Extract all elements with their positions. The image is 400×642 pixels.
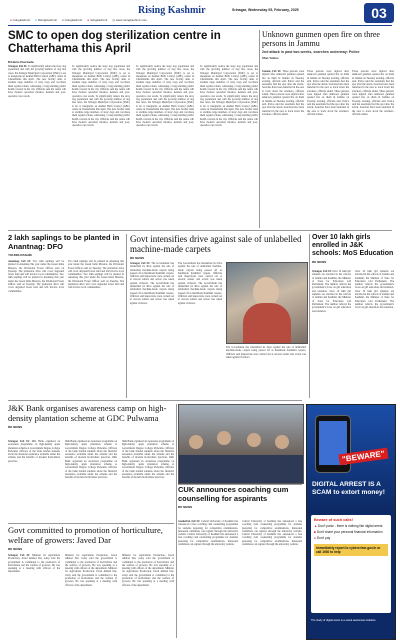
lead-dateline: Srinagar, Feb 04:: [8, 65, 28, 68]
mos-text: Over 10 lakh girl students are enrolled in the schools of Jammu and Kashmir, the Minister of State for Education told Parliament. The number reflects the government's focus on girl education and retention.: [312, 270, 351, 293]
lead-byline: M Hanis Peerzada: [8, 60, 34, 64]
ad-tip: ● Don't pay: [314, 536, 331, 540]
ad-warning-box: [311, 515, 391, 613]
masthead-brand: Rising Kashmir: [138, 5, 206, 16]
carpets-text: The Government has intensified its drive against the sale of unlabelled machine-made carpets being passed off as handmade Kashmiri carpets. Officials said inspections were carried out at several outlets and action was taken against violators.: [130, 262, 174, 285]
carpets-dateline: Srinagar, Feb 04:: [130, 262, 151, 265]
masthead: [0, 0, 400, 26]
saplings-text: Two lakh saplings will be planted in Anantnag this year under the Green India Mission, the Divisional Forest Officer said on Tuesday. The plantation drive will cover degraded forest land and will involve local communities.: [8, 260, 64, 277]
page-number-badge: [364, 3, 394, 23]
jkbank-byline: RK NEWS: [8, 425, 23, 429]
carpets-headline: Govt intensifies drive against sale of unlabelled machine-made carpets: [130, 234, 302, 254]
jkbank-article: J&K Bank organises awareness camp on high-density plantation scheme at GDC Pulwama RK NEWS Srinagar, Feb 04: J&K Bank organised an awareness programme on high-density apple plantation scheme at Government Degree College Pulwama. Officers of the bank briefed students about the financial assistance available under the scheme and the benefits of modern horticulture practices. J&K Bank organised an awareness programme on high-density apple plantation scheme at Government Degree College Pulwama. Officers of the bank briefed students about the financial assistance available under the scheme and the benefits of modern horticulture practices. J&K Bank organised an awareness programme on high-density apple plantation scheme at Government Degree College Pulwama. Officers of the bank briefed students about the financial assistance available under the scheme and the benefits of modern horticulture practices. J&K Bank organised an awareness programme on high-density apple plantation scheme at Government Degree College Pulwama. Officers of the bank briefed students about the financial assistance available under the scheme and the benefits of modern horticulture practices. J&K Bank organised an awareness programme on high-density apple plantation scheme at Government Degree College Pulwama. Officers of the bank briefed students about the financial assistance available under the scheme and the benefits of modern horticulture practices.: [8, 403, 174, 480]
jkbank-text: J&K Bank organised an awareness programme on high-density apple plantation scheme at Government Degree College Pulwama. Officers of the bank briefed students about the financial assistance available under the scheme and the benefits of modern horticulture practices.: [8, 440, 60, 463]
event-photo: [178, 404, 304, 484]
jkbank-headline: J&K Bank organises awareness camp on high-density plantation scheme at GDC Pulwama: [8, 403, 167, 423]
mos-article: Over 10 lakh girls enrolled in J&K schools: MoS Education RK NEWS Srinagar, Feb 04: Over 10 lakh girl students are enrolled in the schools of Jammu and Kashmir, the Minister of State for Education told Parliament. The number reflects the government's focus on girl education and retention. Over 10 lakh girl students are enrolled in the schools of Jammu and Kashmir, the Minister of State for Education told Parliament. The number reflects the government's focus on girl education and retention. Over 10 lakh girl students are enrolled in the schools of Jammu and Kashmir, the Minister of State for Education told Parliament. The number reflects the government's focus on girl education and retention. Over 10 lakh girl students are enrolled in the schools of Jammu and Kashmir, the Minister of State for Education told Parliament. The number reflects the government's focus on girl education and retention.: [312, 234, 394, 313]
mos-byline: RK NEWS: [312, 260, 327, 264]
digital-arrest-ad: [306, 404, 396, 640]
ad-headline: DIGITAL ARREST IS A SCAM to extort money!: [312, 481, 385, 496]
alert-icon: ▲: [314, 524, 318, 528]
ad-beware: "BEWARE": [338, 448, 388, 466]
cuk-text: Central University of Kashmir has announced a free coaching cum counselling programme for students preparing for competitive examinations. Interested candidates can register through the university website.: [178, 520, 238, 537]
youtube-icon: ●: [87, 18, 89, 22]
lead-body: Srinagar, Feb 04: To significantly reduce the stray dog population and curb the growing number of dog bite cases, the Srinagar Municipal Corporation (SMC) is set to inaugurate an Animal Birth Control (ABC) centre in Chatterhama this April. The new facility aims to sterilize large numbers of stray dogs and vaccinate them against rabies, addressing a long-standing public health concern in the city. Officials said the centre will have modern operation theatres, kennels and post-operative care wards. To significantly reduce the stray dog population and curb the growing number of dog bite cases, the Srinagar Municipal Corporation (SMC) is set to inaugurate an Animal Birth Control (ABC) centre in Chatterhama this April. The new facility aims to sterilize large numbers of stray dogs and vaccinate them against rabies, addressing a long-standing public health concern in the city. Officials said the centre will have modern operation theatres, kennels and post-operative care wards. To significantly reduce the stray dog population and curb the growing number of dog bite cases, the Srinagar Municipal Corporation (SMC) is set to inaugurate an Animal Birth Control (ABC) centre in Chatterhama this April. The new facility aims to sterilize large numbers of stray dogs and vaccinate them against rabies, addressing a long-standing public health concern in the city. Officials said the centre will have modern operation theatres, kennels and post-operative care wards. To significantly reduce the stray dog population and curb the growing number of dog bite cases, the Srinagar Municipal Corporation (SMC) is set to inaugurate an Animal Birth Control (ABC) centre in Chatterhama this April. The new facility aims to sterilize large numbers of stray dogs and vaccinate them against rabies, addressing a long-standing public health concern in the city. Officials said the centre will have modern operation theatres, kennels and post-operative care wards. To significantly reduce the stray dog population and curb the growing number of dog bite cases, the Srinagar Municipal Corporation (SMC) is set to inaugurate an Animal Birth Control (ABC) centre in Chatterhama this April. The new facility aims to sterilize large numbers of stray dogs and vaccinate them against rabies, addressing a long-standing public health concern in the city. Officials said the centre will have modern operation theatres, kennels and post-operative care wards. To significantly reduce the stray dog population and curb the growing number of dog bite cases, the Srinagar Municipal Corporation (SMC) is set to inaugurate an Animal Birth Control (ABC) centre in Chatterhama this April. The new facility aims to sterilize large numbers of stray dogs and vaccinate them against rabies, addressing a long-standing public health concern in the city. Officials said the centre will have modern operation theatres, kennels and post-operative care wards. To significantly reduce the stray dog population and curb the growing number of dog bite cases, the Srinagar Municipal Corporation (SMC) is set to inaugurate an Animal Birth Control (ABC) centre in Chatterhama this April. The new facility aims to sterilize large numbers of stray dogs and vaccinate them against rabies, addressing a long-standing public health concern in the city. Officials said the centre will have modern operation theatres, kennels and post-operative care wards.: [8, 65, 258, 128]
dateline: Srinagar, Wednesday 05, February, 2025: [232, 8, 299, 12]
instagram-icon: ●: [10, 18, 12, 22]
handle-youtube: risingkashmir: [89, 18, 108, 22]
horticulture-text: Minister for Agriculture Production, Javed Ahmad Dar, today said the government is committed to the promotion of horticulture and the welfare of growers. He was speaking at a meeting with officers of the department.: [8, 554, 60, 574]
horticulture-article: Govt committed to promotion of horticulture, welfare of growers: Javed Dar RK NEWS Srinagar, Feb 04: Minister for Agriculture Production, Javed Ahmad Dar, today said the government is committed to the promotion of horticulture and the welfare of growers. He was speaking at a meeting with officers of the department. Minister for Agriculture Production, Javed Ahmad Dar, today said the government is committed to the promotion of horticulture and the welfare of growers. He was speaking at a meeting with officers of the department. Minister for Agriculture Production, Javed Ahmad Dar, today said the government is committed to the promotion of horticulture and the welfare of growers. He was speaking at a meeting with officers of the department. Minister for Agriculture Production, Javed Ahmad Dar, today said the government is committed to the promotion of horticulture and the welfare of growers. He was speaking at a meeting with officers of the department. Minister for Agriculture Production, Javed Ahmad Dar, today said the government is committed to the promotion of horticulture and the welfare of growers. He was speaking at a meeting with officers of the department.: [8, 525, 174, 587]
globe-icon: ◎: [112, 18, 115, 22]
saplings-dateline: Anantnag, Feb 04:: [8, 260, 31, 263]
cuk-dateline: Ganderbal, Feb 04:: [178, 520, 201, 523]
ad-tip: ▲ Don't panic - there is nothing like digital arrest: [314, 524, 383, 528]
handle-twitter: RisingKashmir: [37, 18, 58, 22]
gunmen-headline: Unknown gunmen open fire on three persons in Jammu: [262, 30, 380, 48]
cuk-byline: RK NEWS: [178, 505, 193, 509]
saplings-article: 2 lakh saplings to be planted in Anantnag: DFO YOUNIS RASHID Anantnag, Feb 04: Two lakh saplings will be planted in Anantnag this year under the Green India Mission, the Divisional Forest Officer said on Tuesday. The plantation drive will cover degraded forest land and will involve local communities. Two lakh saplings will be planted in Anantnag this year under the Green India Mission, the Divisional Forest Officer said on Tuesday. The plantation drive will cover degraded forest land and will involve local communities. Two lakh saplings will be planted in Anantnag this year under the Green India Mission, the Divisional Forest Officer said on Tuesday. The plantation drive will cover degraded forest land and will involve local communities. Two lakh saplings will be planted in Anantnag this year under the Green India Mission, the Divisional Forest Officer said on Tuesday. The plantation drive will cover degraded forest land and will involve local communities.: [8, 233, 124, 293]
lead-article: [8, 30, 258, 230]
carpets-article: Govt intensifies drive against sale of unlabelled machine-made carpets RK NEWS Srinagar, Feb 04: The Government has intensified its drive against the sale of unlabelled machine-made carpets being passed off as handmade Kashmiri carpets. Officials said inspections were carried out at several outlets and action was taken against violators. The Government has intensified its drive against the sale of unlabelled machine-made carpets being passed off as handmade Kashmiri carpets. Officials said inspections were carried out at several outlets and action was taken against violators. The Government has intensified its drive against the sale of unlabelled machine-made carpets being passed off as handmade Kashmiri carpets. Officials said inspections were carried out at several outlets and action was taken against violators. The Government has intensified its drive against the sale of unlabelled machine-made carpets being passed off as handmade Kashmiri carpets. Officials said inspections were carried out at several outlets and action was taken against violators. The Government has intensified its drive against the sale of unlabelled machine-made carpets being passed off as handmade Kashmiri carpets. Officials said inspections were carried out at several outlets and action was taken against violators.: [130, 234, 306, 359]
jkbank-dateline: Srinagar, Feb 04:: [8, 440, 30, 443]
cuk-article: CUK announces coaching cum counselling for aspirants RK NEWS Ganderbal, Feb 04: Central University of Kashmir has announced a free coaching cum counselling programme for students preparing for competitive examinations. Interested candidates can register through the university website. Central University of Kashmir has announced a free coaching cum counselling programme for students preparing for competitive examinations. Interested candidates can register through the university website. Central University of Kashmir has announced a free coaching cum counselling programme for students preparing for competitive examinations. Interested candidates can register through the university website. Central University of Kashmir has announced a free coaching cum counselling programme for students preparing for competitive examinations. Interested candidates can register through the university website.: [178, 485, 302, 547]
cuk-headline: CUK announces coaching cum counselling for aspirants: [178, 485, 289, 503]
ad-footer: The study of digital arrest is a social awareness initiative: [311, 619, 376, 622]
money-icon: ●: [314, 536, 316, 540]
horticulture-headline: Govt committed to promotion of horticulture, welfare of growers: Javed Dar: [8, 525, 163, 545]
horticulture-byline: RK NEWS: [8, 547, 23, 551]
lead-text: To significantly reduce the stray dog population and curb the growing number of dog bite cases, the Srinagar Municipal Corporation (SMC) is set to inaugurate an Animal Birth Control (ABC) centre in Chatterhama this April. The new facility aims to sterilize large numbers of stray dogs and vaccinate them against rabies, addressing a long-standing public health concern in the city. Officials said the centre will have modern operation theatres, kennels and post-operative care wards.: [8, 65, 66, 98]
gunmen-byline: Irfan Yattoo: [262, 56, 279, 60]
ad-tip: ■ Don't share your personal financial information: [314, 530, 383, 534]
lock-icon: ■: [314, 530, 316, 534]
gunmen-article: Unknown gunmen open fire on three persons in Jammu 2nd attack in past two weeks, searches underway: Police Irfan Yattoo Jammu, Feb 04: Three persons were injured after unknown gunmen opened fire on them in Jammu on Tuesday evening, officials said. Police said the assailants fled the spot after the attack. Searches have been launched in the area to track down the attackers, officials added. Three persons were injured after unknown gunmen opened fire on them in Jammu on Tuesday evening, officials said. Police said the assailants fled the spot after the attack. Searches have been launched in the area to track down the attackers, officials added. Three persons were injured after unknown gunmen opened fire on them in Jammu on Tuesday evening, officials said. Police said the assailants fled the spot after the attack. Searches have been launched in the area to track down the attackers, officials added. Three persons were injured after unknown gunmen opened fire on them in Jammu on Tuesday evening, officials said. Police said the assailants fled the spot after the attack. Searches have been launched in the area to track down the attackers, officials added. Three persons were injured after unknown gunmen opened fire on them in Jammu on Tuesday evening, officials said. Police said the assailants fled the spot after the attack. Searches have been launched in the area to track down the attackers, officials added. Three persons were injured after unknown gunmen opened fire on them in Jammu on Tuesday evening, officials said. Police said the assailants fled the spot after the attack. Searches have been launched in the area to track down the attackers, officials added.: [262, 30, 394, 116]
saplings-byline: YOUNIS RASHID: [8, 253, 32, 257]
carpets-byline: RK NEWS: [130, 256, 145, 260]
ad-warning-title: Beware of such calls!: [314, 518, 353, 522]
official-photo: [226, 262, 308, 344]
mos-dateline: Srinagar, Feb 04:: [312, 270, 332, 273]
saplings-headline: 2 lakh saplings to be planted in Anantnag: DFO: [8, 233, 120, 251]
twitter-icon: ●: [35, 18, 37, 22]
gunmen-dateline: Jammu, Feb 04:: [262, 70, 282, 73]
facebook-icon: ●: [62, 18, 64, 22]
handle-facebook: risingkashmir: [64, 18, 83, 22]
social-handles: [10, 18, 147, 22]
ad-helpline: Immediately report to cybercrime.gov.in or call 1930 to help: [314, 544, 388, 556]
horticulture-dateline: Srinagar, Feb 04:: [8, 554, 31, 557]
handle-instagram: risingkashmir: [12, 18, 31, 22]
mos-headline: Over 10 lakh girls enrolled in J&K schools: MoS Education: [312, 234, 394, 257]
gunmen-text: Three persons were injured after unknown gunmen opened fire on them in Jammu on Tuesday evening, officials said. Police said the assailants fled the spot after the attack. Searches have been launched in the area to track down the attackers, officials added.: [262, 70, 304, 97]
lead-headline: SMC to open dog sterilization centre in Chatterhama this April: [8, 30, 221, 55]
gunmen-subhead: 2nd attack in past two weeks, searches underway: Police: [262, 50, 360, 54]
website-link[interactable]: www.risingkashmir.com: [115, 18, 148, 22]
page-number: 03: [371, 5, 387, 21]
